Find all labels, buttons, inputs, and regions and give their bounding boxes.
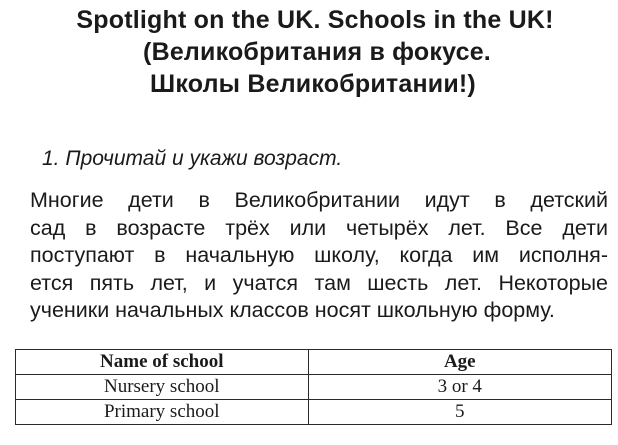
table-row [16, 400, 612, 425]
paragraph-line: сад в возрасте трёх или четырёх лет. Все дети [30, 215, 608, 240]
age-cell: 5 [308, 400, 611, 425]
school-name-cell: Primary school [16, 400, 309, 425]
table-row [16, 375, 612, 400]
title-line-2: (Великобритания в фокусе. [143, 38, 491, 66]
reading-paragraph [30, 187, 608, 325]
column-header-school: Name of school [16, 350, 309, 375]
title-line-1: Spotlight on the UK. Schools in the UK! [76, 6, 554, 34]
column-header-age: Age [308, 350, 611, 375]
title-line-3: Школы Великобритании!) [150, 70, 476, 98]
table-header-row [16, 350, 612, 375]
school-name-cell: Nursery school [16, 375, 309, 400]
paragraph-line: Многие дети в Великобритании идут в детский [30, 188, 608, 212]
paragraph-line: ученики начальных классов носят школьную форму. [30, 298, 555, 322]
school-age-table [15, 349, 612, 425]
age-cell: 3 or 4 [308, 375, 611, 400]
paragraph-line: поступают в начальную школу, когда им исполня- [30, 243, 608, 267]
task-instruction: 1. Прочитай и укажи возраст. [42, 147, 343, 170]
paragraph-line: ется пять лет, и учатся там шесть лет. Некоторые [30, 270, 608, 295]
